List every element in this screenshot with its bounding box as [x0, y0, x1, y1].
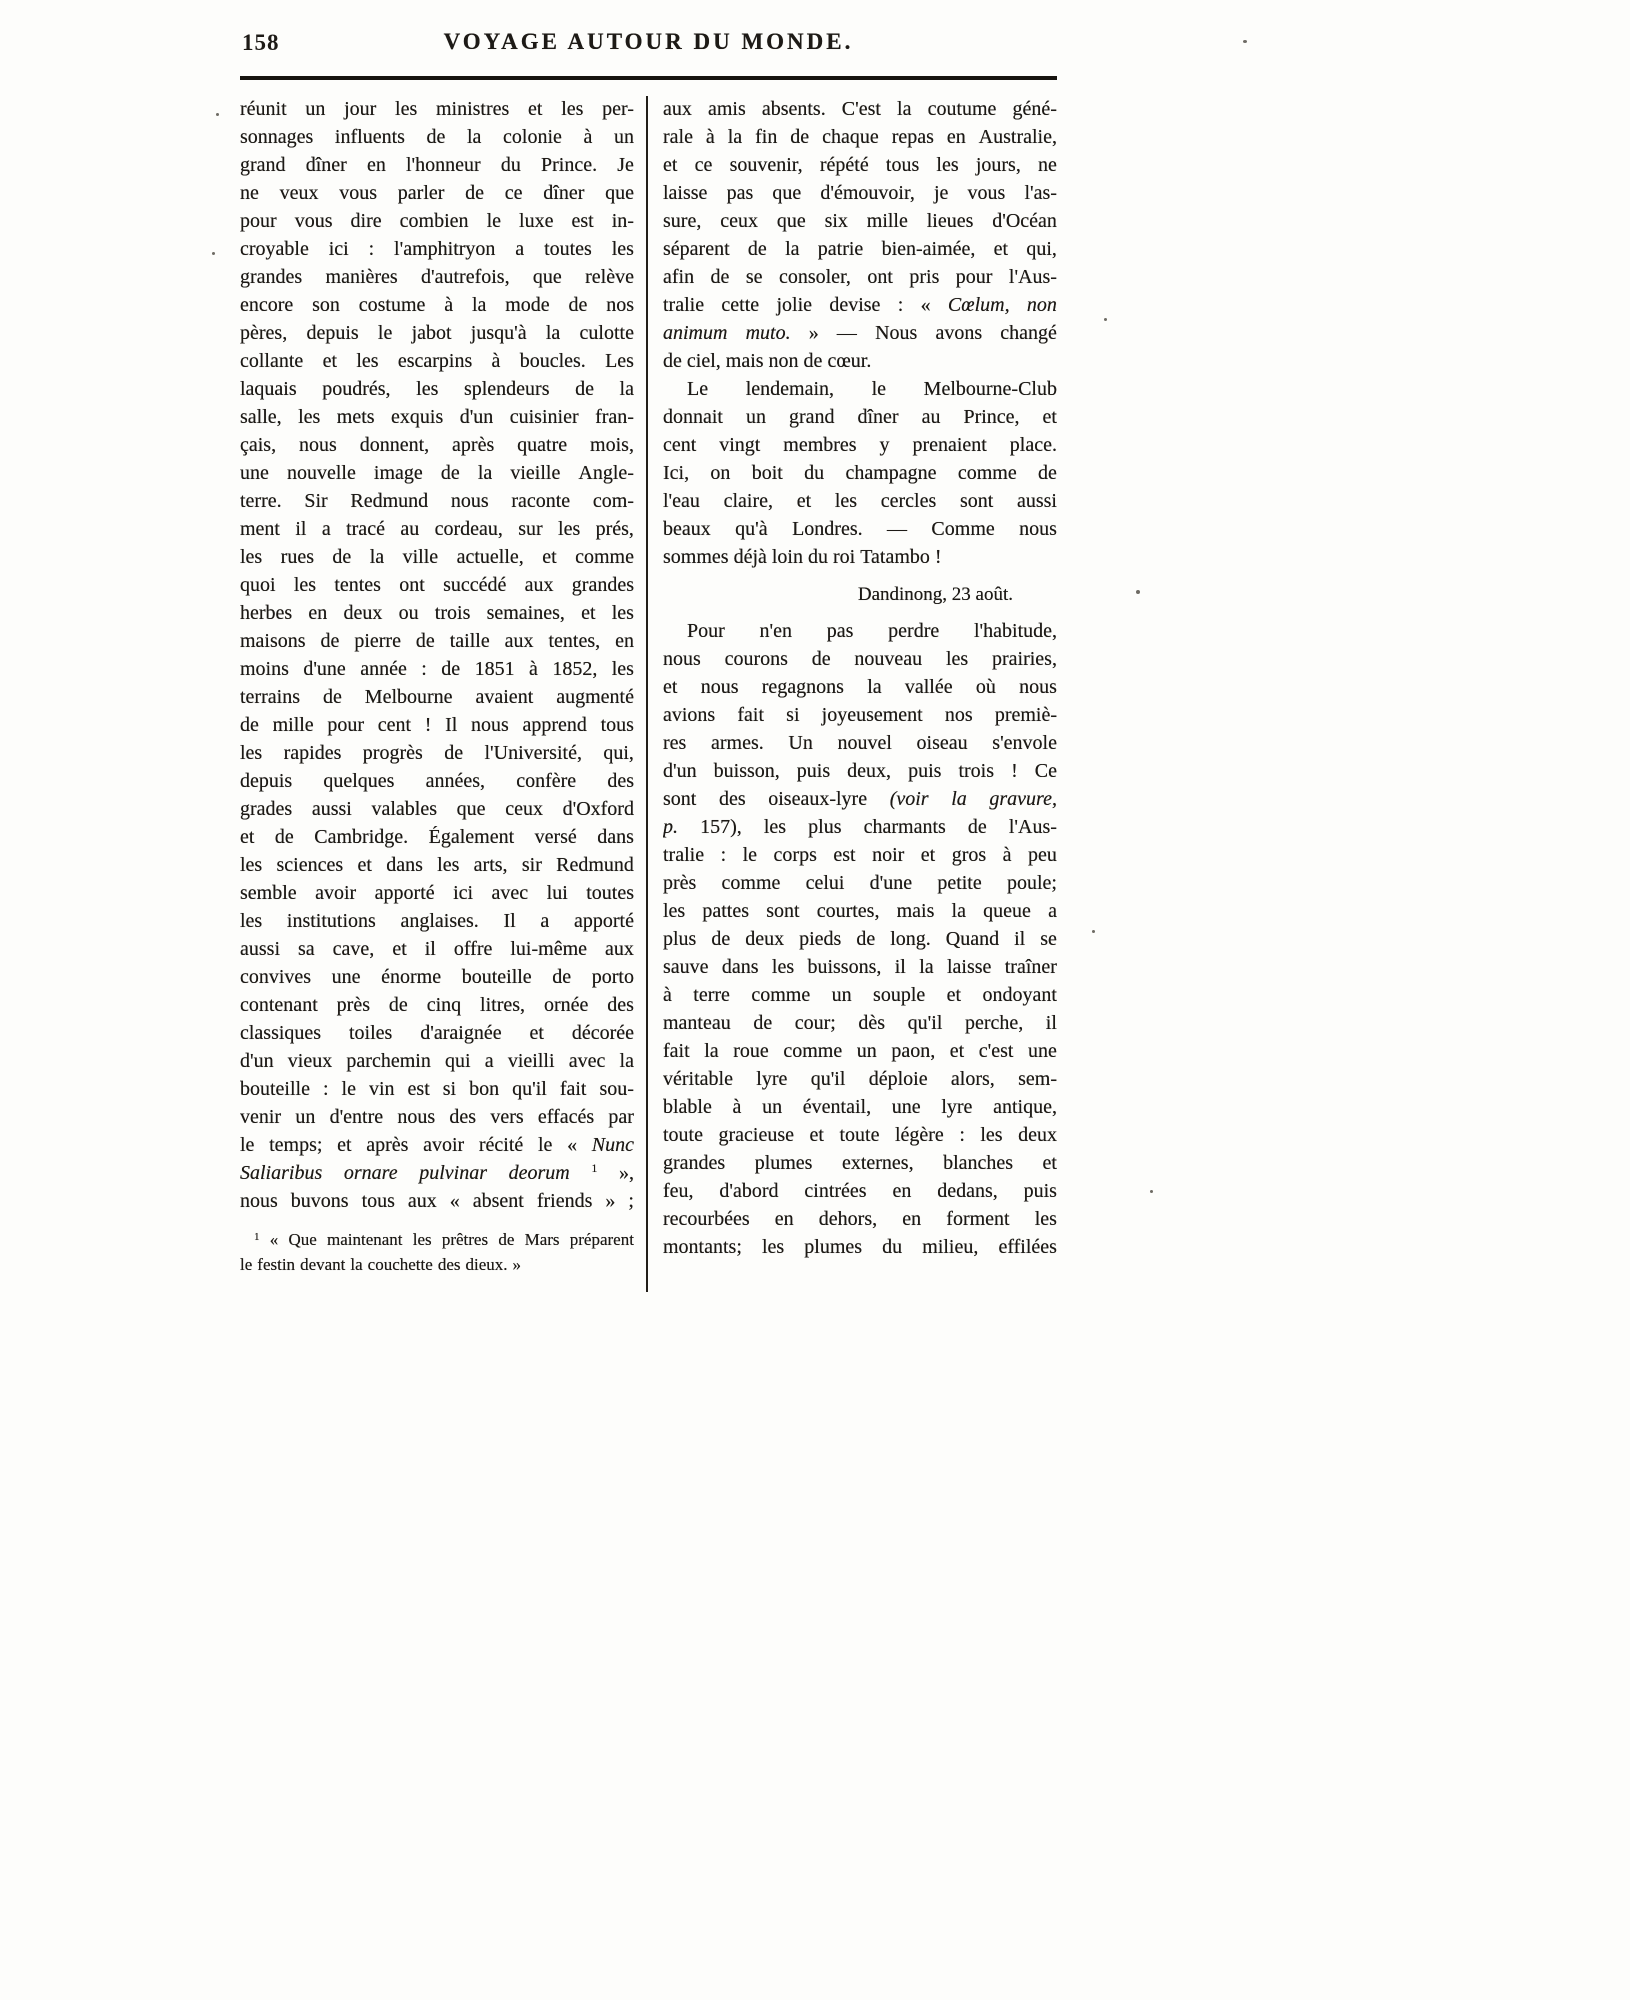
text-line: sure, ceux que six mille lieues d'Océan — [663, 210, 1057, 232]
text-line: laisse pas que d'émouvoir, je vous l'as- — [663, 182, 1057, 204]
text-line: rale à la fin de chaque repas en Australie, — [663, 126, 1057, 148]
text-line: une nouvelle image de la vieille Angle- — [240, 462, 634, 484]
scan-speck — [212, 252, 215, 255]
footnote — [240, 1230, 634, 1280]
text-line: plus de deux pieds de long. Quand il se — [663, 928, 1057, 950]
text-line: toute gracieuse et toute légère : les deux — [663, 1124, 1057, 1146]
text-line: d'un buisson, puis deux, puis trois ! Ce — [663, 760, 1057, 782]
text-line: terrains de Melbourne avaient augmenté — [240, 686, 634, 708]
scan-speck — [1104, 318, 1107, 321]
text-line: les rues de la ville actuelle, et comme — [240, 546, 634, 568]
text-line: Pour n'en pas perdre l'habitude, — [687, 620, 1057, 642]
right-column-text-bottom — [663, 620, 1057, 1264]
text-line: nous buvons tous aux « absent friends » ; — [240, 1190, 634, 1212]
text-line: ment il a tracé au cordeau, sur les prés, — [240, 518, 634, 540]
text-line: sommes déjà loin du roi Tatambo ! — [663, 546, 942, 568]
text-line: p. 157), les plus charmants de l'Aus- — [663, 816, 1057, 838]
dateline: Dandinong, 23 août. — [857, 584, 1013, 605]
text-line: res armes. Un nouvel oiseau s'envole — [663, 732, 1057, 754]
text-line: le temps; et après avoir récité le « Nunc — [240, 1134, 634, 1156]
text-line: donnait un grand dîner au Prince, et — [663, 406, 1057, 428]
text-line: les rapides progrès de l'Université, qui, — [240, 742, 634, 764]
text-line: Ici, on boit du champagne comme de — [663, 462, 1057, 484]
text-line: venir un d'entre nous des vers effacés par — [240, 1106, 634, 1128]
running-title: VOYAGE AUTOUR DU MONDE. — [443, 29, 854, 54]
scan-speck — [216, 113, 219, 116]
text-line: fait la roue comme un paon, et c'est une — [663, 1040, 1057, 1062]
scan-speck — [1092, 930, 1095, 933]
text-line: aussi sa cave, et il offre lui-même aux — [240, 938, 634, 960]
text-line: montants; les plumes du milieu, effilées — [663, 1236, 1057, 1258]
left-column — [240, 98, 634, 1280]
text-line: laquais poudrés, les splendeurs de la — [240, 378, 634, 400]
text-line: l'eau claire, et les cercles sont aussi — [663, 490, 1057, 512]
header-rule — [240, 76, 1057, 80]
page-number: 158 — [242, 30, 280, 55]
text-line: les sciences et dans les arts, sir Redmund — [240, 854, 634, 876]
text-line: ne veux vous parler de ce dîner que — [240, 182, 634, 204]
text-line: contenant près de cinq litres, ornée des — [240, 994, 634, 1016]
text-line: et nous regagnons la vallée où nous — [663, 676, 1057, 698]
text-line: d'un vieux parchemin qui a vieilli avec la — [240, 1050, 634, 1072]
text-line: herbes en deux ou trois semaines, et les — [240, 602, 634, 624]
text-line: recourbées en dehors, en forment les — [663, 1208, 1057, 1230]
text-line: çais, nous donnent, après quatre mois, — [240, 434, 634, 456]
text-line: croyable ici : l'amphitryon a toutes les — [240, 238, 634, 260]
text-line: blable à un éventail, une lyre antique, — [663, 1096, 1057, 1118]
column-divider — [646, 96, 648, 1292]
text-line: semble avoir apporté ici avec lui toutes — [240, 882, 634, 904]
text-line: afin de se consoler, ont pris pour l'Aus- — [663, 266, 1057, 288]
text-line: sauve dans les buissons, il la laisse traîner — [663, 956, 1057, 978]
text-line: pour vous dire combien le luxe est in- — [240, 210, 634, 232]
text-line: animum muto. » — Nous avons changé — [663, 322, 1057, 344]
text-line: encore son costume à la mode de nos — [240, 294, 634, 316]
scan-speck — [1150, 1190, 1153, 1193]
text-line: de ciel, mais non de cœur. — [663, 350, 872, 372]
text-line: feu, d'abord cintrées en dedans, puis — [663, 1180, 1057, 1202]
text-line: sont des oiseaux-lyre (voir la gravure, — [663, 788, 1057, 810]
text-line: tralie cette jolie devise : « Cœlum, non — [663, 294, 1057, 316]
text-line: réunit un jour les ministres et les per- — [240, 98, 634, 120]
footnote-text — [240, 1230, 634, 1280]
text-line: près comme celui d'une petite poule; — [663, 872, 1057, 894]
text-line: et de Cambridge. Également versé dans — [240, 826, 634, 848]
text-line: et ce souvenir, répété tous les jours, ne — [663, 154, 1057, 176]
text-line: grandes manières d'autrefois, que relève — [240, 266, 634, 288]
scan-speck — [1243, 40, 1247, 43]
left-column-text — [240, 98, 634, 1218]
text-line: véritable lyre qu'il déploie alors, sem- — [663, 1068, 1057, 1090]
text-line: Saliaribus ornare pulvinar deorum 1 », — [240, 1162, 634, 1184]
scan-speck — [1136, 590, 1140, 594]
text-line: moins d'une année : de 1851 à 1852, les — [240, 658, 634, 680]
text-line: séparent de la patrie bien-aimée, et qui, — [663, 238, 1057, 260]
text-line: tralie : le corps est noir et gros à peu — [663, 844, 1057, 866]
text-line: les institutions anglaises. Il a apporté — [240, 910, 634, 932]
text-line: classiques toiles d'araignée et décorée — [240, 1022, 634, 1044]
text-line: pères, depuis le jabot jusqu'à la culotte — [240, 322, 634, 344]
text-line: Le lendemain, le Melbourne-Club — [687, 378, 1057, 400]
text-line: grades aussi valables que ceux d'Oxford — [240, 798, 634, 820]
text-line: sonnages influents de la colonie à un — [240, 126, 634, 148]
text-line: à terre comme un souple et ondoyant — [663, 984, 1057, 1006]
right-column — [663, 98, 1057, 1264]
text-line: avions fait si joyeusement nos premiè- — [663, 704, 1057, 726]
text-line: terre. Sir Redmund nous raconte com- — [240, 490, 634, 512]
text-line: beaux qu'à Londres. — Comme nous — [663, 518, 1057, 540]
text-line: maisons de pierre de taille aux tentes, en — [240, 630, 634, 652]
text-line: nous courons de nouveau les prairies, — [663, 648, 1057, 670]
right-column-text-top — [663, 98, 1057, 574]
text-line: de mille pour cent ! Il nous apprend tous — [240, 714, 634, 736]
text-line: les pattes sont courtes, mais la queue a — [663, 900, 1057, 922]
text-line: quoi les tentes ont succédé aux grandes — [240, 574, 634, 596]
text-line: aux amis absents. C'est la coutume géné- — [663, 98, 1057, 120]
text-line: cent vingt membres y prenaient place. — [663, 434, 1057, 456]
text-line: grand dîner en l'honneur du Prince. Je — [240, 154, 634, 176]
text-line: manteau de cour; dès qu'il perche, il — [663, 1012, 1057, 1034]
text-line: depuis quelques années, confère des — [240, 770, 634, 792]
text-line: bouteille : le vin est si bon qu'il fait sou- — [240, 1078, 634, 1100]
text-line: le festin devant la couchette des dieux. » — [240, 1255, 522, 1274]
text-line: 1 « Que maintenant les prêtres de Mars préparent — [254, 1230, 634, 1249]
text-line: collante et les escarpins à boucles. Les — [240, 350, 634, 372]
text-line: salle, les mets exquis d'un cuisinier fran- — [240, 406, 634, 428]
text-line: convives une énorme bouteille de porto — [240, 966, 634, 988]
text-line: grandes plumes externes, blanches et — [663, 1152, 1057, 1174]
